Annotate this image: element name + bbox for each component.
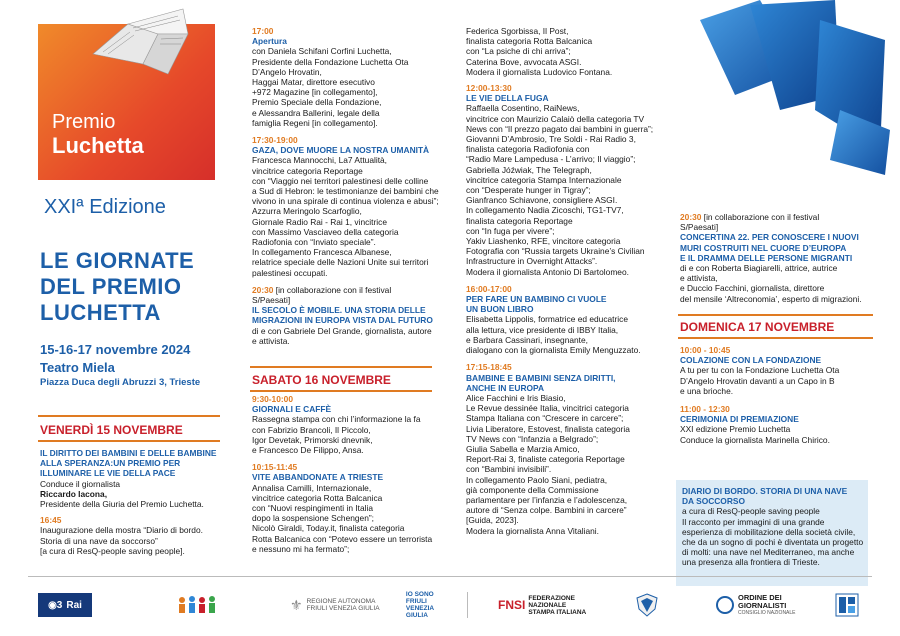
column-3: Federica Sgorbissa, Il Post, finalista categoria Rotta Balcanica con “La psiche di chi arriva”; Caterina Bove, avvocata ASGI. Modera il giornalista Ludovico Fontana. 12:00-13:30 LE VIE DELLA FUGA Raffaella Cosentino, RaiNews, vincitrice con Maurizio Calaiò della categoria TV News con “Il prezzo pagato dai bambini in guerra”; Giovanni D’Ambrosio, Tre Soldi - Rai Radio 3, finalista categoria Radiofonia con “Radio Mare Lampedusa - L’arrivo; Il viaggio”; Gabriella Jóźwiak, The Telegraph, vincitrice categoria Stampa Internazionale con “Desperate hunger in Tigray”; Gianfranco Schiavone, consigliere ASGI. In collegamento Nadia Zicoschi, TG1-TV7, finalista categoria Reportage con “In fuga per vivere”; Yakiv Liashenko, RFE, vincitore categoria Fotografia con “Russia targets Ukraine’s Civilian Infrastructure in Overnight Attacks”. Modera il giornalista Antonio Di Bartolomeo. 16:00-17:00 PER FARE UN BAMBINO CI VUOLE UN BUON LIBRO Elisabetta Lippolis, formatrice ed educatrice alla lettura, vice presidente di IBBY Italia, e Barbara Cassinari, insegnante, dialogano con la giornalista Emily Menguzzato. 17:15-18:45 BAMBINE E BAMBINI SENZA DIRITTI, ANCHE IN EUROPA Alice Facchini e Iris Biasio, Le Revue dessinée Italia, vincitrici categoria Stampa Italiana con “Crescere in carcere”; Livia Liberatore, Estovest, finalista categoria TV News con “Infanzia a Belgrado”; Giulia Sabella e Marzia Amico, Report-Rai 3, finaliste categoria Reportage con “Bambini invisibili”. In collegamento Paolo Siani, pediatra, già componente della Commissione parlamentare per l’infanzia e l’adolescenza, autore di “Senza colpe. Bambini in carcere” [Guida, 2023]. Modera la giornalista Anna Vitaliani.: [466, 26, 654, 536]
logo-text: Premio Luchetta: [52, 111, 144, 158]
divider: [250, 390, 432, 392]
column-2: 17:00 Apertura con Daniela Schifani Corfini Luchetta, Presidente della Fondazione Luchetta Ota D’Angelo Hrovatin, Haggai Matar, direttore esecutivo +972 Magazine [in collegamento], Premio Speciale della Fondazione, e Alessandra Ballerini, legale della famiglia Regeni [in collegamento]. 17:30-19:00 GAZA, DOVE MUORE LA NOSTRA UMANITÀ Francesca Mannocchi, La7 Attualità, vincitrice categoria Reportage con “Viaggio nei territori palestinesi delle colline a Sud di Hebron: le testimonianze dei bambini che vivono in una spirale di continua violenza e abusi”; Azzurra Meringolo Scarfoglio, Giornale Radio Rai - Rai 1, vincitrice con Massimo Vasciaveo della categoria Radiofonia con “Inviato speciale”. In collegamento Francesca Albanese, relatrice speciale delle Nazioni Unite sui territori palestinesi occupati. 20:30 [in collaborazione con il festival S/Paesati] IL SECOLO È MOBILE. UNA STORIA DELLE MIGRAZIONI IN EUROPA VISTA DAL FUTURO di e con Gabriele Del Grande, giornalista, autore e attivista.: [252, 26, 439, 346]
ordine-circle-icon: [716, 596, 734, 614]
page-title: LE GIORNATE DEL PREMIO LUCHETTA: [40, 248, 195, 325]
divider: [678, 337, 873, 339]
children-drawing-icon: [174, 592, 220, 618]
edition-label: XXIª Edizione: [44, 196, 166, 218]
regione-fvg-logo: ⚜ REGIONE AUTONOMA FRIULI VENEZIA GIULIA: [290, 596, 380, 613]
divider: [38, 440, 220, 442]
footer-separator: [467, 592, 468, 618]
shield-logo: [632, 590, 662, 620]
event-title: IL DIRITTO DEI BAMBINI E DELLE BAMBINE ALLA SPERANZA:UN PREMIO PER ILLUMINARE LE VIE DELLA PACE: [40, 448, 217, 479]
as-logo: [832, 590, 862, 620]
as-icon: [835, 593, 859, 617]
day-heading-sunday: DOMENICA 17 NOVEMBRE: [680, 320, 835, 334]
divider: [38, 415, 220, 417]
column-4: 20:30 [in collaborazione con il festival S/Paesati] CONCERTINA 22. PER CONOSCERE I NUOVI MURI COSTRUITI NEL CUORE D’EUROPA E IL DRAMMA DELLE PERSONE MIGRANTI di e con Roberta Biagiarelli, attrice, autrice e attivista, e Duccio Facchini, giornalista, direttore del mensile ‘Altreconomia’, esperto di migrazioni.: [680, 212, 862, 304]
children-logo: [170, 590, 224, 620]
footer-divider: [28, 576, 872, 577]
rai-logo: ◉3 Rai: [38, 590, 92, 620]
venue-name: Teatro Miela: [40, 360, 115, 375]
fnsi-icon: FNSI: [498, 598, 526, 612]
premio-luchetta-logo: [38, 24, 215, 180]
newspaper-origami-icon: [88, 4, 198, 84]
divider: [678, 314, 873, 316]
rai-3-icon: ◉3: [48, 599, 63, 611]
divider: [250, 366, 432, 368]
shield-icon: [636, 593, 658, 617]
sunday-events: 10:00 - 10:45 COLAZIONE CON LA FONDAZIONE A tu per tu con la Fondazione Luchetta Ota D’Angelo Hrovatin davanti a un Capo in B e una brioche. 11:00 - 12:30 CERIMONIA DI PREMIAZIONE XXI edizione Premio Luchetta Conduce la giornalista Marinella Chirico.: [680, 345, 840, 445]
venue-address: Piazza Duca degli Abruzzi 3, Trieste: [40, 377, 201, 388]
friday-event-1: IL DIRITTO DEI BAMBINI E DELLE BAMBINE ALLA SPERANZA:UN PREMIO PER ILLUMINARE LE VIE DELLA PACE Conduce il giornalista Riccardo Iacona, Presidente della Giuria del Premio Luchetta. 16:45 Inaugurazione della mostra “Diario di bordo. Storia di una nave da soccorso” [a cura di ResQ-people saving people].: [40, 448, 230, 556]
eagle-crest-icon: ⚜: [290, 596, 303, 613]
saturday-events: 9:30-10:00 GIORNALI E CAFFÈ Rassegna stampa con chi l’informazione la fa con Fabrizio Brancoli, Il Piccolo, Igor Devetak, Primorski dnevnik, e Francesco De Filippo, Ansa. 10:15-11:45 VITE ABBANDONATE A TRIESTE Annalisa Camilli, Internazionale, vincitrice categoria Rotta Balcanica con “Nuovi respingimenti in Italia dopo la sospensione Schengen”; Nicolò Giraldi, Today.it, finalista categoria Rotta Balcanica con “Potevo essere un terrorista e nessuno mi ha fermato”;: [252, 394, 433, 554]
diario-di-bordo-box: DIARIO DI BORDO. STORIA DI UNA NAVE DA SOCCORSO a cura di ResQ-people saving people Il racconto per immagini di una grande esperienza di mobilitazione della società civile, che da un sogno di pochi è diventata un progetto di molti: una nave nel Mediterraneo, ma anche una presenza alla frontiera di Trieste.: [676, 480, 868, 586]
event-dates: 15-16-17 novembre 2024: [40, 342, 191, 357]
decorative-blue-shapes: [690, 0, 900, 190]
ordine-giornalisti-logo: ORDINE DEI GIORNALISTI CONSIGLIO NAZIONALE: [716, 590, 816, 620]
day-heading-friday: VENERDÌ 15 NOVEMBRE: [40, 423, 183, 437]
day-heading-saturday: SABATO 16 NOVEMBRE: [252, 373, 391, 387]
fnsi-logo: FNSI FEDERAZIONE NAZIONALE STAMPA ITALIANA: [498, 594, 587, 616]
io-sono-fvg-logo: IO SONO FRIULI VENEZIA GIULIA: [405, 591, 435, 619]
